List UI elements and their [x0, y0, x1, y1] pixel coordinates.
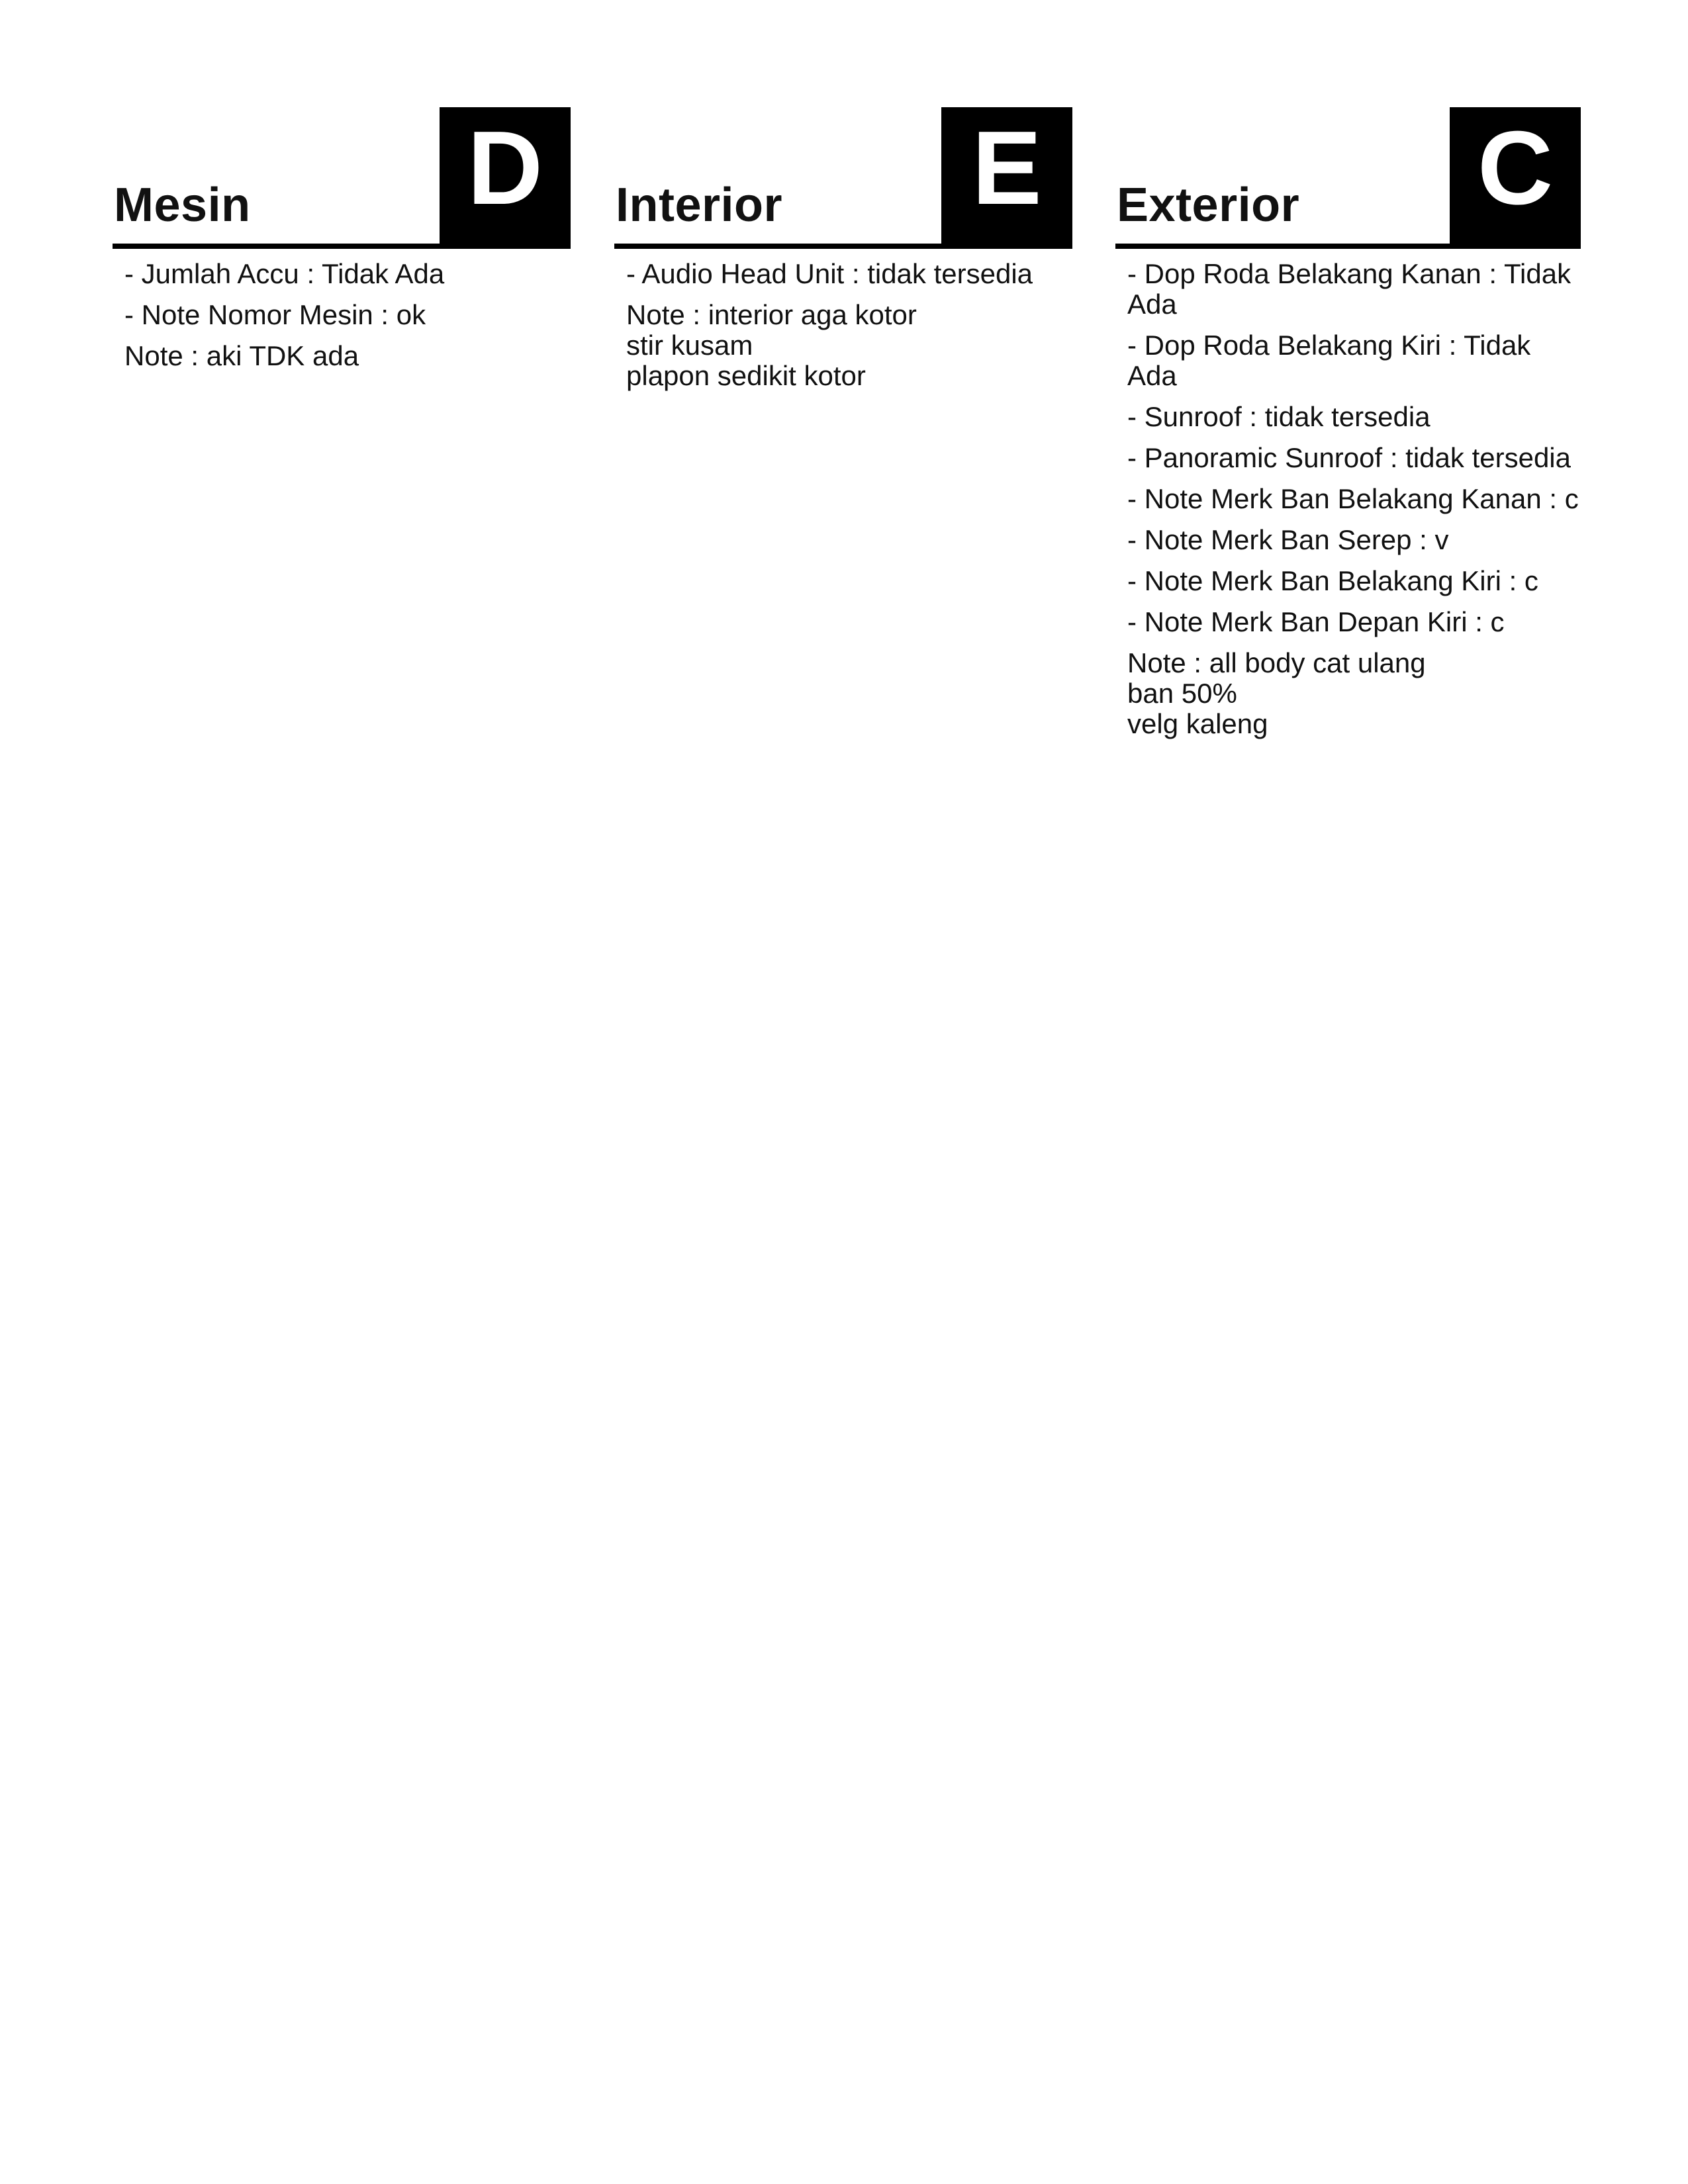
section-header	[1115, 107, 1581, 249]
list-item: - Dop Roda Belakang Kanan : Tidak Ada	[1127, 258, 1571, 320]
section-mesin	[113, 107, 571, 371]
list-item: - Dop Roda Belakang Kiri : Tidak Ada	[1127, 330, 1531, 391]
list-item: - Note Merk Ban Depan Kiri : c	[1127, 606, 1505, 637]
grade-badge: E	[941, 107, 1072, 249]
section-note: Note : all body cat ulang ban 50% velg kaleng	[1127, 647, 1426, 739]
list-item: - Jumlah Accu : Tidak Ada	[124, 258, 445, 289]
item-list	[113, 249, 571, 330]
section-header	[113, 107, 571, 249]
list-item: - Note Merk Ban Belakang Kiri : c	[1127, 565, 1538, 596]
section-title: Interior	[616, 179, 783, 232]
section-interior	[614, 107, 1072, 391]
list-item: - Note Merk Ban Serep : v	[1127, 524, 1449, 555]
section-note: Note : aki TDK ada	[124, 340, 359, 371]
section-header	[614, 107, 1072, 249]
list-item: - Audio Head Unit : tidak tersedia	[626, 258, 1033, 289]
grade-badge: C	[1450, 107, 1581, 249]
item-list	[1115, 249, 1581, 637]
section-note: Note : interior aga kotor stir kusam plapon sedikit kotor	[626, 299, 917, 391]
list-item: - Note Nomor Mesin : ok	[124, 299, 426, 330]
list-item: - Sunroof : tidak tersedia	[1127, 401, 1430, 432]
grade-badge: D	[440, 107, 571, 249]
list-item: - Note Merk Ban Belakang Kanan : c	[1127, 483, 1579, 514]
list-item: - Panoramic Sunroof : tidak tersedia	[1127, 442, 1571, 473]
section-title: Exterior	[1117, 179, 1300, 232]
section-title: Mesin	[114, 179, 251, 232]
item-list	[614, 249, 1072, 289]
section-exterior	[1115, 107, 1581, 739]
